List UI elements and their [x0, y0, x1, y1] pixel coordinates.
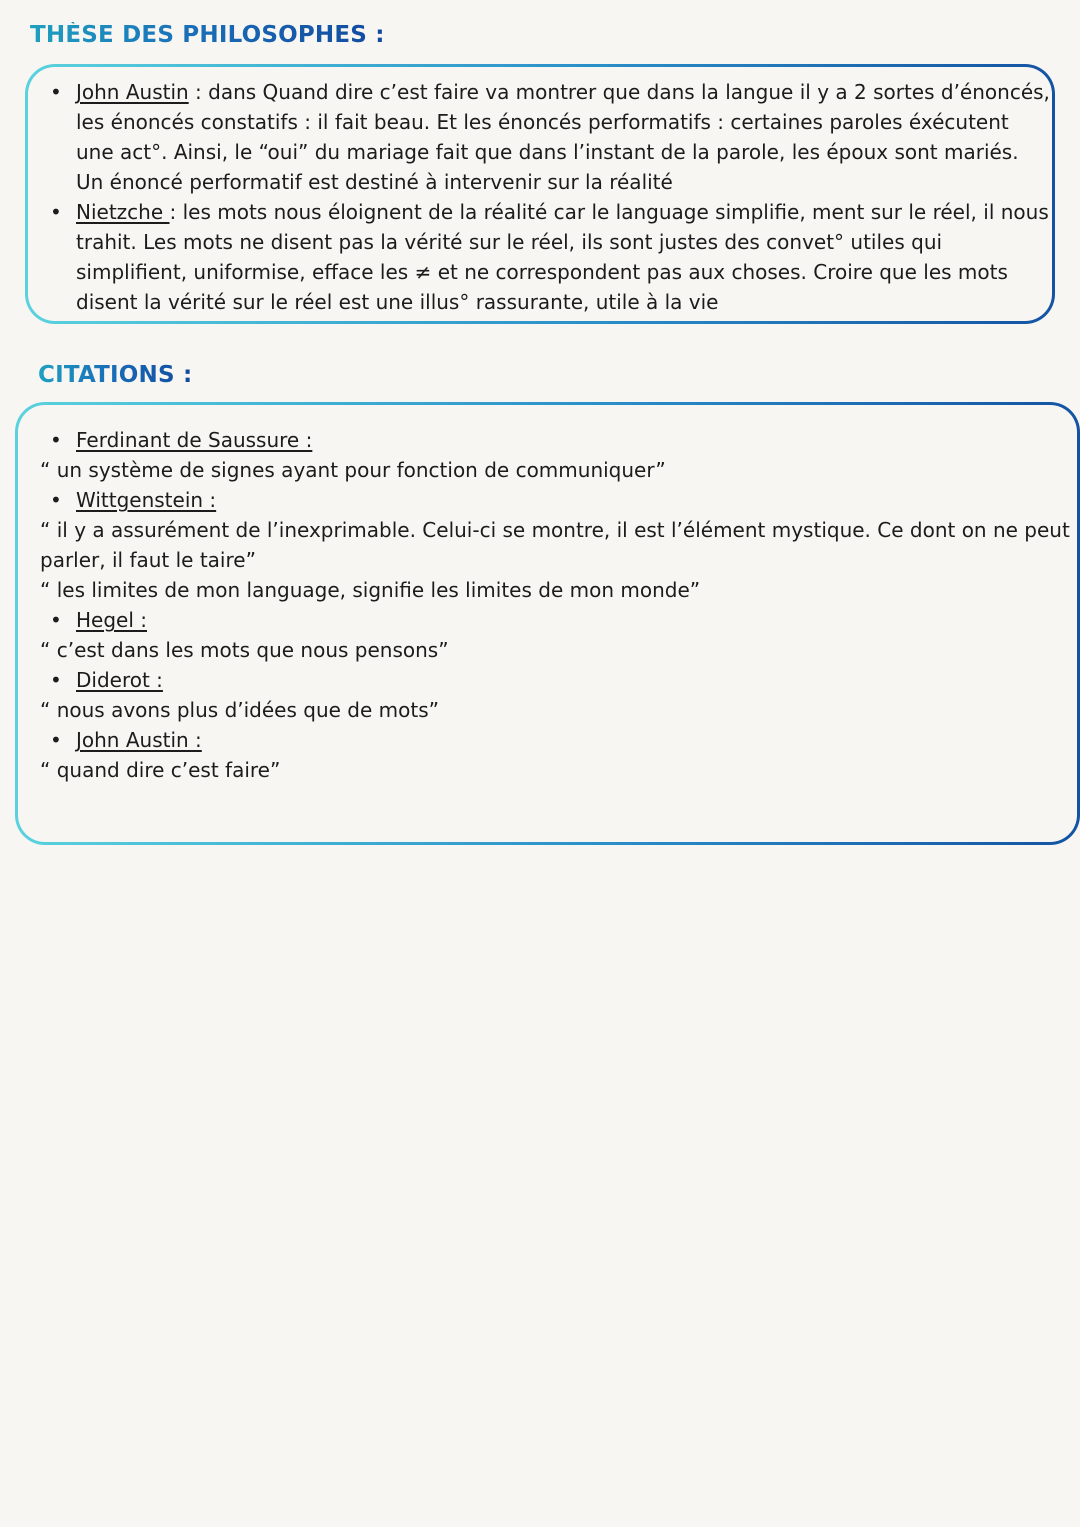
philosopher-name: John Austin	[76, 80, 189, 104]
citation-quote: “ nous avons plus d’idées que de mots”	[40, 698, 439, 722]
thesis-item-nietzche	[50, 197, 1050, 317]
bullet-icon: •	[50, 80, 62, 104]
bullet-icon: •	[50, 200, 62, 224]
citation-author	[40, 605, 1080, 635]
citation-quote: “ quand dire c’est faire”	[40, 758, 281, 782]
thesis-item-austin	[50, 77, 1050, 197]
citation-author	[40, 665, 1080, 695]
thesis-text: : dans Quand dire c’est faire va montrer que dans la langue il y a 2 sortes d’énoncés, les énoncés constatifs : il fait beau. Et les énoncés performatifs : certaines paroles éxécutent une act°. Ainsi, le “oui” du mariage fait que dans l’instant de la parole, les époux sont mariés. Un énoncé performatif est destiné à intervenir sur la réalité	[76, 80, 1050, 194]
thesis-heading: THÈSE DES PHILOSOPHES :	[30, 22, 385, 48]
citation-author	[40, 725, 1080, 755]
citation-author	[40, 485, 1080, 515]
bullet-icon: •	[50, 488, 62, 512]
bullet-icon: •	[50, 608, 62, 632]
citations-list	[40, 425, 1080, 785]
thesis-text: : les mots nous éloignent de la réalité car le language simplifie, ment sur le réel, il nous trahit. Les mots ne disent pas la vérité sur le réel, ils sont justes des convet° utiles qui simplifient, uniformise, efface les ≠ et ne correspondent pas aux choses. Croire que les mots disent la vérité sur le réel est une illus° rassurante, utile à la vie	[76, 200, 1049, 314]
citation-author	[40, 425, 1080, 455]
citation-quote: “ un système de signes ayant pour fonction de communiquer”	[40, 458, 666, 482]
citation-quote: “ c’est dans les mots que nous pensons”	[40, 638, 449, 662]
author-name: Ferdinant de Saussure :	[76, 428, 313, 452]
citations-heading: CITATIONS :	[38, 362, 193, 388]
bullet-icon: •	[50, 428, 62, 452]
citation-quote: “ il y a assurément de l’inexprimable. Celui-ci se montre, il est l’élément mystique. Ce dont on ne peut parler, il faut le taire”	[40, 518, 1070, 572]
thesis-list	[50, 77, 1050, 317]
author-name: John Austin :	[76, 728, 202, 752]
bullet-icon: •	[50, 728, 62, 752]
philosopher-name: Nietzche	[76, 200, 170, 224]
bullet-icon: •	[50, 668, 62, 692]
author-name: Hegel :	[76, 608, 147, 632]
author-name: Diderot :	[76, 668, 163, 692]
citation-quote: “ les limites de mon language, signifie les limites de mon monde”	[40, 578, 701, 602]
author-name: Wittgenstein :	[76, 488, 217, 512]
